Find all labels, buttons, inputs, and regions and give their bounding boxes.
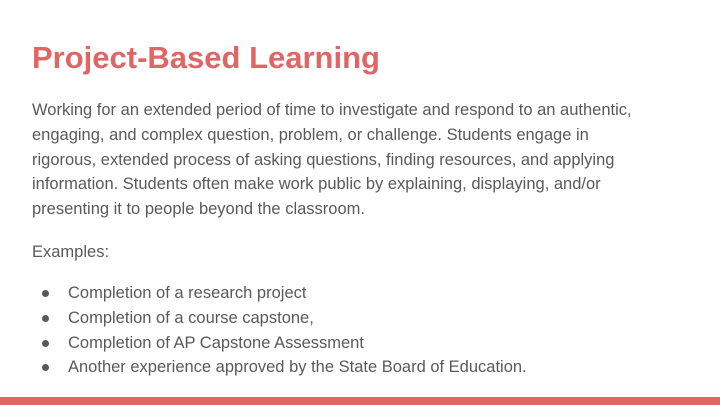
list-item <box>32 281 527 306</box>
slide-body-paragraph <box>32 98 700 222</box>
description-paragraph <box>32 98 700 222</box>
list-item <box>32 331 527 356</box>
list-item-text: Completion of AP Capstone Assessment <box>68 333 364 352</box>
paragraph-line: Working for an extended period of time to investigate and respond to an authentic, <box>32 101 632 119</box>
slide-title: Project-Based Learning <box>32 40 380 75</box>
paragraph-line: information. Students often make work public by explaining, displaying, and/or <box>32 175 601 194</box>
list-item-text: Another experience approved by the State Board of Education. <box>68 358 527 377</box>
bullet-dot-icon <box>42 290 49 297</box>
paragraph-line: presenting it to people beyond the classroom. <box>32 200 365 219</box>
examples-list <box>32 281 527 380</box>
bullet-dot-icon <box>42 340 49 347</box>
bullet-dot-icon <box>42 364 49 371</box>
paragraph-line: rigorous, extended process of asking questions, finding resources, and applying <box>32 150 615 169</box>
list-item <box>32 355 527 380</box>
list-item-text: Completion of a course capstone, <box>68 308 314 327</box>
list-item-text: Completion of a research project <box>68 284 307 302</box>
examples-label: Examples: <box>32 243 110 261</box>
list-item <box>32 306 527 331</box>
bullet-dot-icon <box>42 315 49 322</box>
footer-accent-bar <box>0 397 720 405</box>
paragraph-line: engaging, and complex question, problem, or challenge. Students engage in <box>32 125 589 144</box>
